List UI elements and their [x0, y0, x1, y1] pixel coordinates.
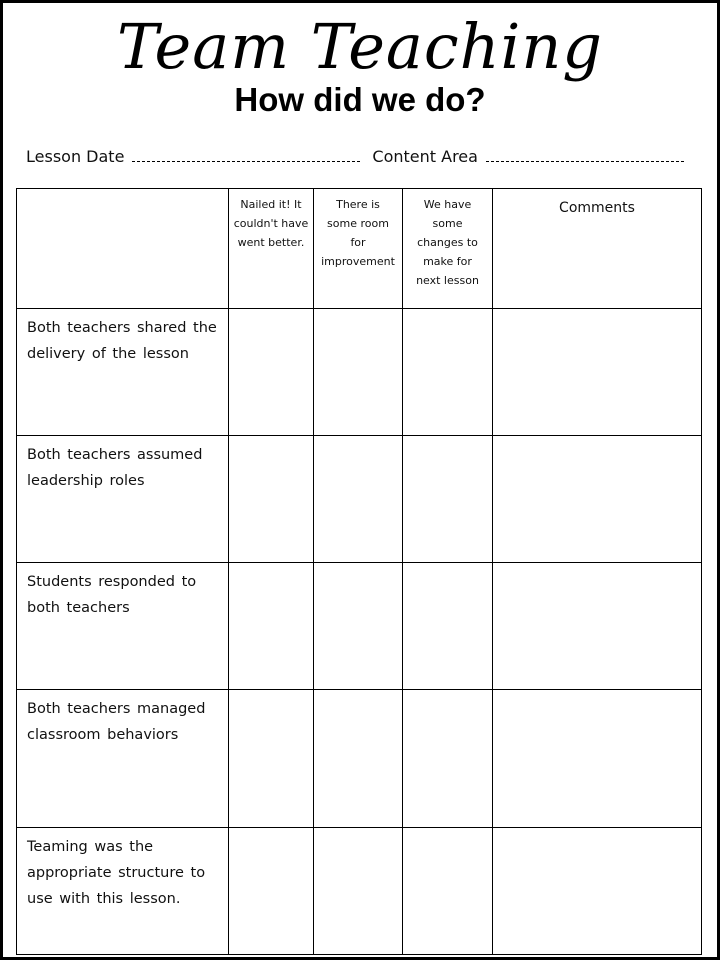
rating-cell-changes[interactable] [403, 690, 493, 828]
comments-cell[interactable] [493, 309, 702, 436]
lesson-date-field[interactable] [132, 147, 360, 162]
rating-cell-changes[interactable] [403, 563, 493, 690]
comments-cell[interactable] [493, 690, 702, 828]
rating-cell-nailed-it[interactable] [229, 690, 314, 828]
rating-cell-room[interactable] [314, 828, 403, 955]
content-area-label: Content Area [372, 147, 478, 166]
table-row [17, 690, 702, 828]
criterion-cell: Teaming was the appropriate structure to use with this lesson. [17, 828, 229, 955]
header-changes-to-make [403, 189, 493, 309]
criterion-cell: Both teachers managed classroom behaviors [17, 690, 229, 828]
criterion-cell: Both teachers shared the delivery of the lesson [17, 309, 229, 436]
comments-cell[interactable] [493, 563, 702, 690]
rating-cell-changes[interactable] [403, 828, 493, 955]
table-row [17, 309, 702, 436]
table-row [17, 563, 702, 690]
header-room-for-improvement [314, 189, 403, 309]
rating-cell-room[interactable] [314, 690, 403, 828]
header-row [17, 189, 702, 309]
rating-cell-room[interactable] [314, 563, 403, 690]
page-subtitle: How did we do? [234, 81, 486, 118]
header-comments [493, 189, 702, 309]
comments-cell[interactable] [493, 436, 702, 563]
content-area-field[interactable] [486, 147, 684, 162]
rating-cell-room[interactable] [314, 436, 403, 563]
header-changes-text: We have some changes to make for next lesson [416, 198, 479, 287]
table-row [17, 828, 702, 955]
page-title: Team Teaching [117, 10, 603, 83]
rating-cell-changes[interactable] [403, 309, 493, 436]
criterion-cell: Both teachers assumed leadership roles [17, 436, 229, 563]
evaluation-table [16, 188, 702, 955]
rating-cell-nailed-it[interactable] [229, 828, 314, 955]
comments-cell[interactable] [493, 828, 702, 955]
rating-cell-changes[interactable] [403, 436, 493, 563]
rating-cell-nailed-it[interactable] [229, 309, 314, 436]
header-nailed-it-text: Nailed it! It couldn't have went better. [233, 198, 309, 249]
rating-cell-nailed-it[interactable] [229, 436, 314, 563]
lesson-date-label: Lesson Date [26, 147, 125, 166]
header-nailed-it [229, 189, 314, 309]
header-comments-text: Comments [559, 200, 635, 216]
rating-cell-nailed-it[interactable] [229, 563, 314, 690]
rating-cell-room[interactable] [314, 309, 403, 436]
criterion-cell: Students responded to both teachers [17, 563, 229, 690]
header-room-text: There is some room for improvement [321, 198, 395, 268]
table-row [17, 436, 702, 563]
fields-row [26, 144, 696, 170]
header-blank-cell [17, 189, 229, 309]
